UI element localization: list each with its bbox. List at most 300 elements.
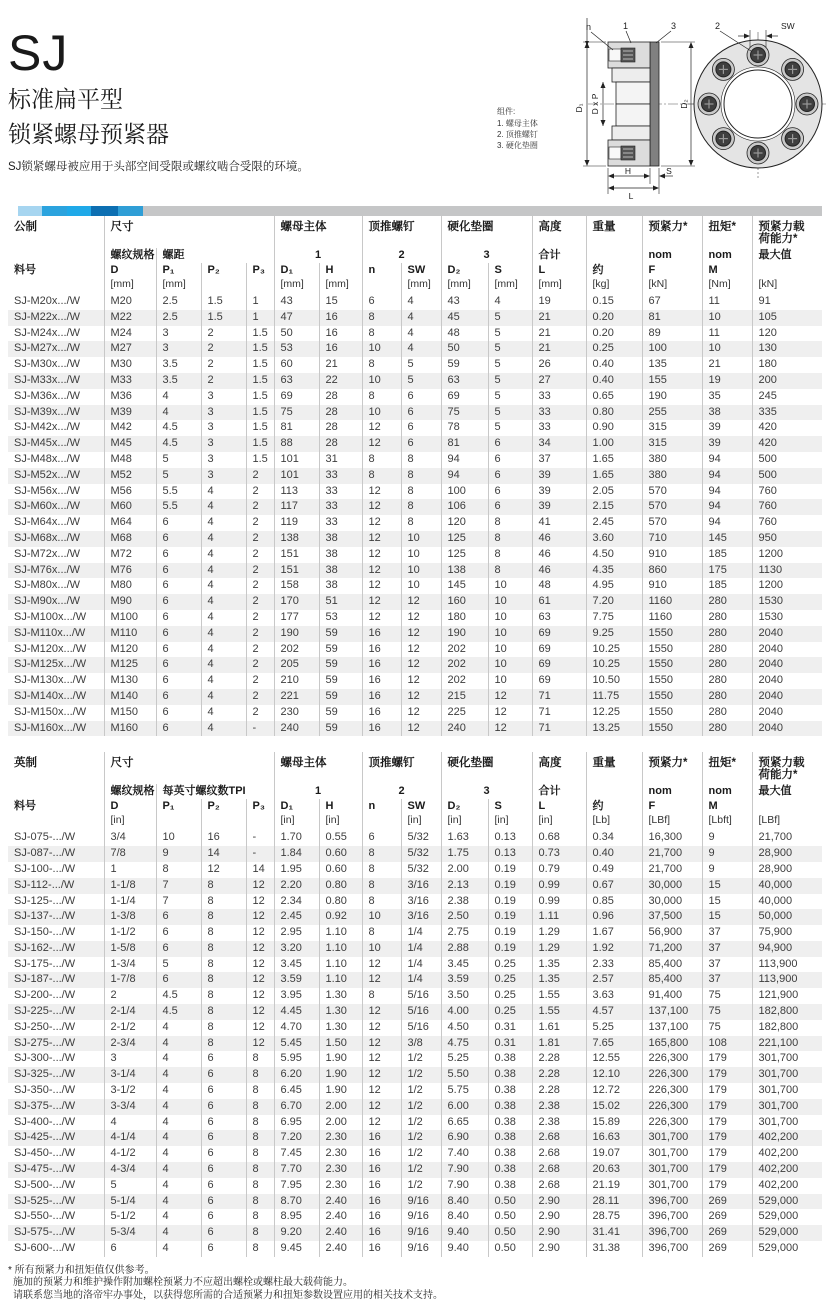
value-cell: 202 [441,673,488,689]
value-cell: 280 [702,610,752,626]
value-cell: 3.95 [274,988,319,1004]
value-cell: 0.80 [319,894,362,910]
value-cell: 3 [104,1051,156,1067]
value-cell: 38 [319,578,362,594]
value-cell: 8 [201,988,246,1004]
value-cell: 21 [702,357,752,373]
header-cell [201,814,246,830]
header-cell: D [104,799,156,814]
value-cell: 2.38 [441,894,488,910]
value-cell: 48 [532,578,586,594]
value-cell: 6 [201,1099,246,1115]
value-cell: 12.25 [586,705,642,721]
value-cell: 529,000 [752,1241,822,1257]
value-cell: 15 [702,909,752,925]
value-cell: 75 [702,1020,752,1036]
value-cell: 1550 [642,657,702,673]
header-cell: [mm] [532,278,586,294]
value-cell: 2040 [752,721,822,737]
value-cell: 28 [319,389,362,405]
header-cell [8,278,104,294]
value-cell: 71 [532,721,586,737]
value-cell: 5 [401,357,441,373]
part-number-cell: SJ-600-.../W [14,1242,76,1255]
value-cell: 12 [246,1036,274,1052]
value-cell: 6 [156,721,201,737]
value-cell: 910 [642,547,702,563]
value-cell: 4 [156,1051,201,1067]
value-cell: 2.38 [532,1099,586,1115]
value-cell: 5.75 [441,1083,488,1099]
value-cell: 2.5 [156,294,201,310]
value-cell: 10 [702,341,752,357]
table-row [8,610,822,626]
value-cell: 33 [319,499,362,515]
value-cell: 38 [319,563,362,579]
value-cell: 6 [156,673,201,689]
value-cell: 16 [319,341,362,357]
value-cell: 94 [702,515,752,531]
value-cell: 8.95 [274,1209,319,1225]
value-cell: 26 [532,357,586,373]
value-cell: 4 [201,689,246,705]
header-cell: [in] [441,814,488,830]
value-cell: 10 [362,941,401,957]
value-cell: 529,000 [752,1209,822,1225]
value-cell: 0.55 [319,830,362,846]
value-cell: 39 [532,468,586,484]
header-cell: n [362,799,401,814]
part-number-cell: SJ-M22x.../W [14,310,81,323]
value-cell: 226,300 [642,1083,702,1099]
value-cell: 2.30 [319,1162,362,1178]
value-cell: 6.45 [274,1083,319,1099]
value-cell: 1.55 [532,1004,586,1020]
value-cell: 9 [702,846,752,862]
value-cell: 5-1/4 [104,1194,156,1210]
value-cell: 158 [274,578,319,594]
value-cell: M150 [104,705,156,721]
value-cell: 9/16 [401,1194,441,1210]
value-cell: 37,500 [642,909,702,925]
value-cell: 100 [642,341,702,357]
value-cell: 1.10 [319,972,362,988]
value-cell: 8 [246,1067,274,1083]
header-cell: [in] [274,814,319,830]
value-cell: 59 [319,721,362,737]
value-cell: 6 [488,499,532,515]
value-cell: 9.25 [586,626,642,642]
bar-segment [8,206,18,216]
value-cell: 0.19 [488,862,532,878]
value-cell: 16 [362,1162,401,1178]
value-cell: 269 [702,1225,752,1241]
value-cell: 2.88 [441,941,488,957]
label-part2: 2 [715,21,721,31]
value-cell: 570 [642,484,702,500]
header-cell: 尺寸 [104,216,274,248]
value-cell: 33 [319,484,362,500]
value-cell: 6 [201,1083,246,1099]
value-cell: 94 [702,484,752,500]
value-cell: 2 [246,610,274,626]
value-cell: 1.29 [532,941,586,957]
value-cell: 12.10 [586,1067,642,1083]
value-cell: M100 [104,610,156,626]
value-cell: 12 [362,610,401,626]
part-number-cell: SJ-325-.../W [14,1068,76,1081]
value-cell: 6 [201,1130,246,1146]
value-cell: 16 [362,1241,401,1257]
value-cell: 27 [532,373,586,389]
value-cell: 3.45 [441,957,488,973]
header-cell: 预紧力* [642,216,702,248]
value-cell: 1-1/8 [104,878,156,894]
value-cell: 200 [752,373,822,389]
value-cell: M22 [104,310,156,326]
value-cell: 1.5 [201,294,246,310]
value-cell: 137,100 [642,1020,702,1036]
value-cell: 0.50 [488,1241,532,1257]
value-cell: 2 [246,705,274,721]
value-cell: 21,700 [642,862,702,878]
table-row [8,1162,822,1178]
part-number-cell: SJ-200-.../W [14,989,76,1002]
value-cell: M160 [104,721,156,737]
table-row [8,1225,822,1241]
footnote-line-2: 施加的预紧力和维护操作附加螺栓预紧力不应超出螺栓或螺柱最大载荷能力。 [13,1277,353,1289]
value-cell: 8 [246,1178,274,1194]
value-cell: 4.5 [156,1004,201,1020]
value-cell: 15.02 [586,1099,642,1115]
value-cell: 2.28 [532,1067,586,1083]
value-cell: 4 [201,578,246,594]
value-cell: 4.5 [156,988,201,1004]
value-cell: 1.5 [201,310,246,326]
table-row [8,689,822,705]
value-cell: 1.10 [319,957,362,973]
part-number-cell: SJ-M120x.../W [14,642,87,655]
table-row [8,484,822,500]
value-cell: 4 [201,642,246,658]
value-cell: 1.5 [246,389,274,405]
header-cell [156,814,201,830]
value-cell: 117 [274,499,319,515]
header-cell: D₁ [274,263,319,278]
value-cell: 10 [401,547,441,563]
table-row [8,1194,822,1210]
value-cell: 12 [246,894,274,910]
value-cell: 8 [362,988,401,1004]
value-cell: 0.15 [586,294,642,310]
value-cell: 185 [702,547,752,563]
value-cell: 3 [156,326,201,342]
value-cell: 1530 [752,610,822,626]
part-number-cell: SJ-400-.../W [14,1115,76,1128]
page-header [8,0,822,206]
value-cell: 1550 [642,705,702,721]
value-cell: 500 [752,452,822,468]
value-cell: 47 [274,310,319,326]
value-cell: 16 [362,1225,401,1241]
value-cell: 6 [156,610,201,626]
part-number-cell: SJ-M48x.../W [14,452,81,465]
value-cell: 8 [246,1241,274,1257]
value-cell: 202 [441,642,488,658]
header-cell: 螺纹规格 [104,784,156,799]
value-cell: 6 [156,594,201,610]
value-cell: 3 [201,436,246,452]
value-cell: 16 [362,1146,401,1162]
header-cell: [in] [319,814,362,830]
value-cell: 12 [246,1020,274,1036]
label-sw: SW [781,21,795,31]
value-cell: 12 [246,972,274,988]
label-s: S [666,166,672,176]
value-cell: 0.19 [488,909,532,925]
value-cell: 1.84 [274,846,319,862]
value-cell: 6 [201,1115,246,1131]
value-cell: 6.00 [441,1099,488,1115]
value-cell: 0.67 [586,878,642,894]
value-cell: 4 [201,563,246,579]
value-cell: 15 [319,294,362,310]
table-row [8,1209,822,1225]
value-cell: 1550 [642,642,702,658]
table-row [8,988,822,1004]
value-cell: 269 [702,1209,752,1225]
value-cell: 10 [488,642,532,658]
value-cell: 85,400 [642,972,702,988]
value-cell: 860 [642,563,702,579]
value-cell: 5.95 [274,1051,319,1067]
header-cell: [in] [104,814,156,830]
value-cell: 8 [488,547,532,563]
value-cell: 6 [201,1067,246,1083]
value-cell: 2 [246,563,274,579]
value-cell: 1.5 [246,405,274,421]
value-cell: 3 [201,405,246,421]
value-cell: 11.75 [586,689,642,705]
page-title: SJ [8,25,69,81]
value-cell: 301,700 [642,1178,702,1194]
header-cell: 英制 [14,757,37,770]
value-cell: 7.90 [441,1162,488,1178]
value-cell: 570 [642,499,702,515]
part-number-cell: SJ-275-.../W [14,1036,76,1049]
header-cell [586,248,642,263]
value-cell: 2 [246,594,274,610]
value-cell: 1 [246,310,274,326]
value-cell: 12 [362,972,401,988]
table-row [8,1130,822,1146]
value-cell: 12 [362,420,401,436]
value-cell: 0.38 [488,1130,532,1146]
header-cell: F [642,263,702,278]
value-cell: 4 [201,673,246,689]
value-cell: 226,300 [642,1067,702,1083]
value-cell: 69 [532,642,586,658]
value-cell: 160 [441,594,488,610]
value-cell: 75 [274,405,319,421]
part-number-cell: SJ-087-.../W [14,847,76,860]
value-cell: M48 [104,452,156,468]
value-cell: 39 [532,484,586,500]
value-cell: 12 [246,1004,274,1020]
value-cell: 6 [401,405,441,421]
value-cell: 4 [488,294,532,310]
value-cell: 3/16 [401,878,441,894]
value-cell: 2.68 [532,1162,586,1178]
value-cell: 396,700 [642,1209,702,1225]
table-row [8,310,822,326]
header-cell: nom [642,784,702,799]
value-cell: 9/16 [401,1225,441,1241]
value-cell: 3.50 [441,988,488,1004]
value-cell: 12 [401,673,441,689]
value-cell: 101 [274,468,319,484]
footnote-line-1: * 所有预紧力和扭矩值仅供参考。 [8,1264,155,1276]
value-cell: 3 [201,468,246,484]
value-cell: 2.95 [274,925,319,941]
value-cell: 4 [156,1146,201,1162]
value-cell: 3/16 [401,894,441,910]
value-cell: 33 [319,515,362,531]
page-subtitle-line2: 锁紧螺母预紧器 [8,121,169,148]
value-cell: 5/32 [401,846,441,862]
value-cell: 4 [156,1115,201,1131]
value-cell: 1200 [752,578,822,594]
value-cell: 10 [401,563,441,579]
value-cell: 301,700 [752,1115,822,1131]
value-cell: 11 [702,326,752,342]
value-cell: 8 [362,862,401,878]
hardened-washer [650,42,659,166]
threaded-bore [616,82,650,104]
value-cell: 50 [441,341,488,357]
value-cell: 1.5 [246,436,274,452]
value-cell: 179 [702,1099,752,1115]
value-cell: 16 [362,1130,401,1146]
value-cell: 2.40 [319,1241,362,1257]
value-cell: 0.13 [488,830,532,846]
value-cell: 12 [246,957,274,973]
value-cell: 202 [274,642,319,658]
value-cell: 0.34 [586,830,642,846]
value-cell: 69 [532,626,586,642]
table-row [8,515,822,531]
table-row [8,673,822,689]
value-cell: 6 [156,578,201,594]
value-cell: 125 [441,547,488,563]
value-cell: 46 [532,563,586,579]
value-cell: M125 [104,657,156,673]
value-cell: 3.59 [274,972,319,988]
value-cell: 8 [246,1225,274,1241]
value-cell: 37 [702,925,752,941]
value-cell: 4 [201,594,246,610]
value-cell: 0.60 [319,862,362,878]
header-cell: 料号 [14,800,36,813]
label-h: H [624,166,632,176]
value-cell: 5/16 [401,1004,441,1020]
header-cell: [kN] [642,278,702,294]
value-cell: 1530 [752,594,822,610]
value-cell: 1.00 [586,436,642,452]
value-cell: 5 [156,468,201,484]
value-cell: 2.57 [586,972,642,988]
value-cell: 12 [401,610,441,626]
value-cell: 396,700 [642,1225,702,1241]
value-cell: 6.90 [441,1130,488,1146]
value-cell: 106 [441,499,488,515]
value-cell: 1160 [642,610,702,626]
value-cell: 179 [702,1115,752,1131]
value-cell: 94 [702,499,752,515]
value-cell: M36 [104,389,156,405]
value-cell: 1/2 [401,1067,441,1083]
value-cell: 245 [752,389,822,405]
header-cell: 3 [441,784,532,799]
value-cell: 8 [201,894,246,910]
value-cell: 4 [201,705,246,721]
value-cell: 6 [156,705,201,721]
value-cell: 0.31 [488,1020,532,1036]
value-cell: 12 [488,721,532,737]
value-cell: 9.45 [274,1241,319,1257]
value-cell: 16 [201,830,246,846]
value-cell: 1.92 [586,941,642,957]
value-cell: 38 [702,405,752,421]
value-cell: 5 [488,341,532,357]
header-cell: 重量 [586,216,642,248]
value-cell: 8 [201,1004,246,1020]
table-row [8,357,822,373]
value-cell: 179 [702,1067,752,1083]
part-number-cell: SJ-550-.../W [14,1210,76,1223]
value-cell: 5 [488,326,532,342]
value-cell: 5.50 [441,1067,488,1083]
value-cell: 2.00 [441,862,488,878]
value-cell: 2 [246,531,274,547]
value-cell: 59 [319,705,362,721]
value-cell: 255 [642,405,702,421]
value-cell: 2 [246,657,274,673]
value-cell: 4 [156,1099,201,1115]
value-cell: 37 [532,452,586,468]
value-cell: 0.19 [488,941,532,957]
value-cell: 59 [319,642,362,658]
header-cell [246,814,274,830]
value-cell: 6 [156,626,201,642]
part-number-cell: SJ-M125x.../W [14,658,87,671]
value-cell: 12 [401,689,441,705]
value-cell: 1130 [752,563,822,579]
header-cell: P₁ [156,263,201,278]
value-cell: 16 [362,1209,401,1225]
header-cell: 公制 [14,221,37,233]
value-cell: 8 [246,1209,274,1225]
value-cell: 2040 [752,657,822,673]
value-cell: 3 [201,389,246,405]
value-cell: 8 [401,499,441,515]
part-number-cell: SJ-M52x.../W [14,468,81,481]
value-cell: 6 [201,1051,246,1067]
value-cell: 1.70 [274,830,319,846]
legend-item-1: 1. 螺母主体 [497,119,538,128]
value-cell: 6 [488,484,532,500]
value-cell: 1550 [642,721,702,737]
